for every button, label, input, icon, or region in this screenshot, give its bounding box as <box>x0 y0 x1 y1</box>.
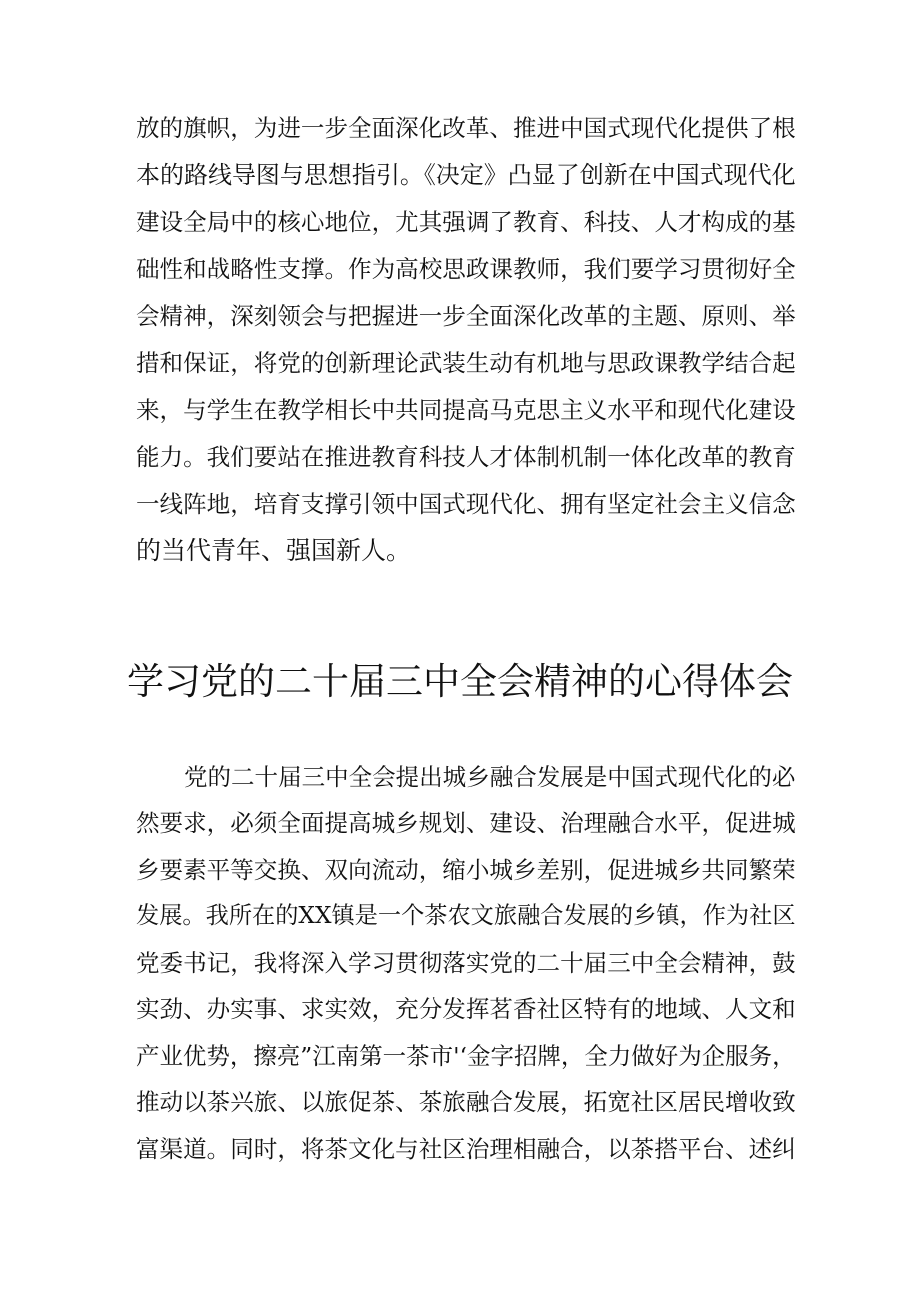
paragraph1-line-9: 一线阵地，培育支撑引领中国式现代化、拥有坚定社会主义信念 <box>136 490 796 518</box>
paragraph1-line-2: 本的路线导图与思想指引。《决定》凸显了创新在中国式现代化 <box>136 161 796 189</box>
paragraph1-line-1: 放的旗帜，为进一步全面深化改革、推进中国式现代化提供了根 <box>136 114 796 142</box>
paragraph2-line-6: 实劲、办实事、求实效，充分发挥茗香社区特有的地域、人文和 <box>136 995 796 1023</box>
paragraph1-line-3: 建设全局中的核心地位，尤其强调了教育、科技、人才构成的基 <box>136 208 796 236</box>
paragraph1-line-6: 措和保证，将党的创新理论武装生动有机地与思政课教学结合起 <box>136 349 796 377</box>
paragraph2-line-3: 乡要素平等交换、双向流动，缩小城乡差别，促进城乡共同繁荣 <box>136 856 796 884</box>
page-title: 学习党的二十届三中全会精神的心得体会 <box>127 660 793 703</box>
paragraph1-line-8: 能力。我们要站在推进教育科技人才体制机制一体化改革的教育 <box>136 443 796 471</box>
paragraph2-line-5: 党委书记，我将深入学习贯彻落实党的二十届三中全会精神，鼓 <box>136 949 796 977</box>
paragraph2-line-8: 推动以茶兴旅、以旅促茶、茶旅融合发展，拓宽社区居民增收致 <box>136 1088 796 1116</box>
paragraph1-line-10: 的当代青年、强国新人。 <box>136 536 412 565</box>
paragraph2-line-4: 发展。我所在的XX镇是一个茶农文旅融合发展的乡镇，作为社区 <box>136 902 796 929</box>
paragraph1-line-5: 会精神，深刻领会与把握进一步全面深化改革的主题、原则、举 <box>136 302 796 330</box>
paragraph2-line-1: 党的二十届三中全会提出城乡融合发展是中国式现代化的必 <box>184 763 796 791</box>
paragraph2-line-9: 富渠道。同时，将茶文化与社区治理相融合，以茶搭平台、述纠 <box>136 1135 796 1163</box>
paragraph1-line-7: 来，与学生在教学相长中共同提高马克思主义水平和现代化建设 <box>136 396 796 424</box>
paragraph1-line-4: 础性和战略性支撑。作为高校思政课教师，我们要学习贯彻好全 <box>136 255 796 283</box>
paragraph2-line-2: 然要求，必须全面提高城乡规划、建设、治理融合水平，促进城 <box>136 809 796 837</box>
paragraph2-line-7: 产业优势，擦亮”江南第一茶市'‘金字招牌，全力做好为企服务， <box>136 1042 796 1070</box>
